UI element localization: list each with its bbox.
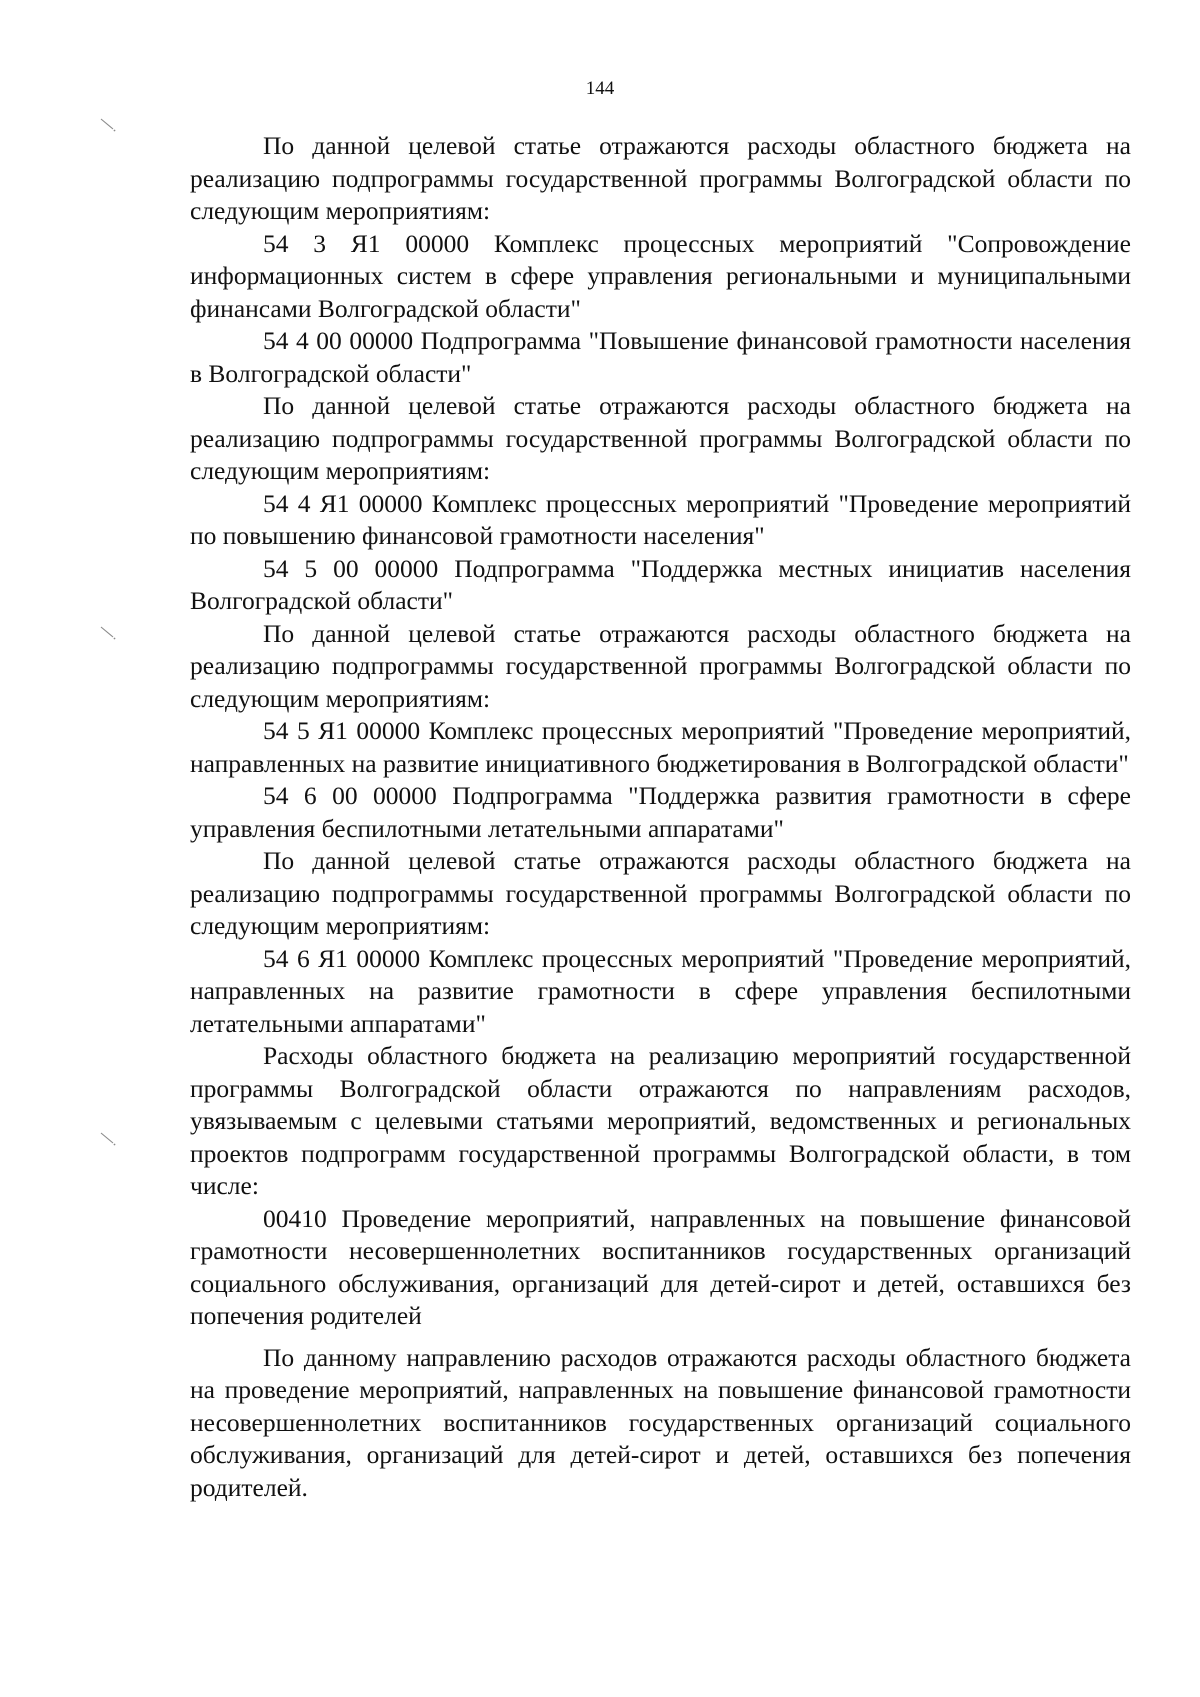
paragraph: 54 4 00 00000 Подпрограмма "Повышение финансовой грамотности населения в Волгоградской области" — [190, 326, 1131, 388]
paragraph: Расходы областного бюджета на реализацию мероприятий государственной программы Волгоградской области отражаются по направлениям расходов, увязываемым с целевыми статьями мероприятий, ведомственных и региональных проектов подпрограмм государственной программы Волгоградской области, в том числе: — [190, 1041, 1131, 1200]
scan-mark — [100, 626, 116, 640]
scan-mark — [100, 1132, 116, 1146]
paragraph: 54 6 00 00000 Подпрограмма "Поддержка развития грамотности в сфере управления беспилотными летательными аппаратами" — [190, 781, 1131, 843]
paragraph: 54 6 Я1 00000 Комплекс процессных мероприятий "Проведение мероприятий, направленных на развитие грамотности в сфере управления беспилотными летательными аппаратами" — [190, 943, 1131, 1038]
paragraph: 54 4 Я1 00000 Комплекс процессных мероприятий "Проведение мероприятий по повышению финансовой грамотности населения" — [190, 488, 1131, 550]
paragraph: 54 5 00 00000 Подпрограмма "Поддержка местных инициатив населения Волгоградской области" — [190, 553, 1131, 615]
paragraph: 00410 Проведение мероприятий, направленных на повышение финансовой грамотности несовершеннолетних воспитанников государственных организаций социального обслуживания, организаций для детей-сирот и детей, оставшихся без попечения родителей — [190, 1203, 1131, 1330]
paragraph: 54 5 Я1 00000 Комплекс процессных мероприятий "Проведение мероприятий, направленных на развитие инициативного бюджетирования в Волгоградской области" — [190, 716, 1131, 778]
paragraph: По данной целевой статье отражаются расходы областного бюджета на реализацию подпрограммы государственной программы Волгоградской области по следующим мероприятиям: — [190, 618, 1131, 713]
paragraph: По данной целевой статье отражаются расходы областного бюджета на реализацию подпрограммы государственной программы Волгоградской области по следующим мероприятиям: — [190, 391, 1131, 485]
paragraph: По данной целевой статье отражаются расходы областного бюджета на реализацию подпрограммы государственной программы Волгоградской области по следующим мероприятиям: — [190, 846, 1131, 940]
page-number: 144 — [585, 78, 615, 99]
scan-mark — [100, 118, 116, 132]
paragraph: 54 3 Я1 00000 Комплекс процессных мероприятий "Сопровождение информационных систем в сфере управления региональными и муниципальными финансами Волгоградской области" — [190, 228, 1131, 323]
paragraph: По данной целевой статье отражаются расходы областного бюджета на реализацию подпрограммы государственной программы Волгоградской области по следующим мероприятиям: — [190, 131, 1131, 225]
document-body — [190, 130, 1131, 1504]
paragraph: По данному направлению расходов отражаются расходы областного бюджета на проведение мероприятий, направленных на повышение финансовой грамотности несовершеннолетних воспитанников государственных организаций социального обслуживания, организаций для детей-сирот и детей, оставшихся без попечения родителей. — [190, 1342, 1131, 1502]
